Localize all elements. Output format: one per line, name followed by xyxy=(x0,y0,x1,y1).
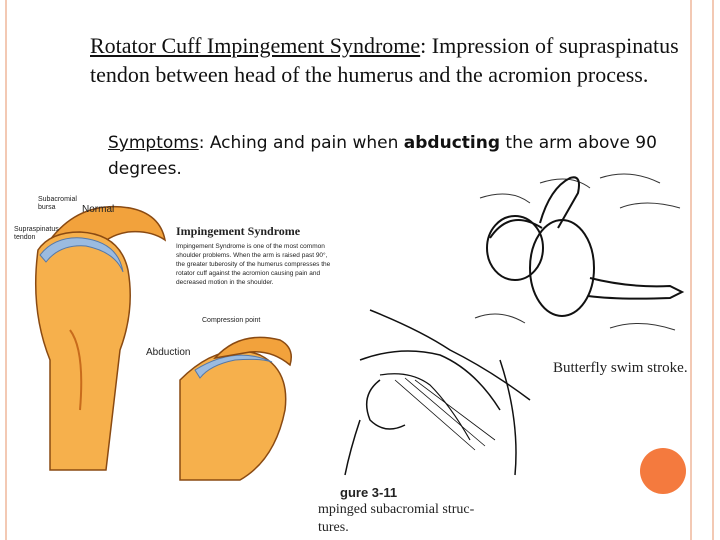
symptoms-text-before: : Aching and pain when xyxy=(198,133,404,153)
symptoms-emphasis: abducting xyxy=(403,133,500,153)
shoulder-anatomy-figure xyxy=(10,180,340,510)
title-term: Rotator Cuff Impingement Syndrome xyxy=(90,33,421,58)
frame-line-left xyxy=(5,0,7,540)
frame-line-right-outer xyxy=(712,0,714,540)
tendon-outline xyxy=(380,374,470,440)
decorative-orange-dot xyxy=(640,448,686,494)
figure-caption-line1: gure 3-11 xyxy=(340,485,398,500)
label-normal: Normal xyxy=(82,204,115,215)
slide-title xyxy=(90,31,680,89)
impingement-heading: Impingement Syndrome xyxy=(176,224,301,238)
figure-caption-line3: tures. xyxy=(318,520,349,535)
outline-top xyxy=(370,310,530,400)
humeral-head-outline xyxy=(367,380,405,429)
label-subacromial-bursa: Subacromial bursa xyxy=(38,196,77,211)
humerus-shape-normal xyxy=(36,232,131,470)
impingement-body: Impingement Syndrome is one of the most common shoulder problems. When the arm is raised past 90°, the greater tuberosity of the humerus compresses the rotator cuff against the acromion causing pain and decreased motion in the shoulder. xyxy=(176,243,331,286)
swimmer-caption: Butterfly swim stroke. xyxy=(553,360,688,376)
symptoms-text-after: the arm above 90 degrees. xyxy=(108,133,657,179)
swimmer-head xyxy=(487,216,543,280)
impinged-structures-figure xyxy=(300,300,550,540)
label-supraspinatus-tendon: Supraspinatus tendon xyxy=(14,226,59,241)
figure-caption-line2: mpinged subacromial struc- xyxy=(318,502,475,517)
label-abduction: Abduction xyxy=(146,347,191,358)
label-compression-point: Compression point xyxy=(202,317,261,324)
muscle-fibers xyxy=(395,378,495,450)
symptoms-label: Symptoms xyxy=(108,133,199,153)
frame-line-right-inner xyxy=(690,0,692,540)
acromion-outline xyxy=(360,351,500,410)
humerus-shaft-outline xyxy=(345,420,360,475)
impinged-structures-drawing xyxy=(300,300,550,480)
scapula-outline xyxy=(500,360,516,475)
title-definition: : Impression of supraspinatus tendon between head of the humerus and the acromion process. xyxy=(90,33,679,87)
swimmer-extended-arm xyxy=(588,278,682,299)
